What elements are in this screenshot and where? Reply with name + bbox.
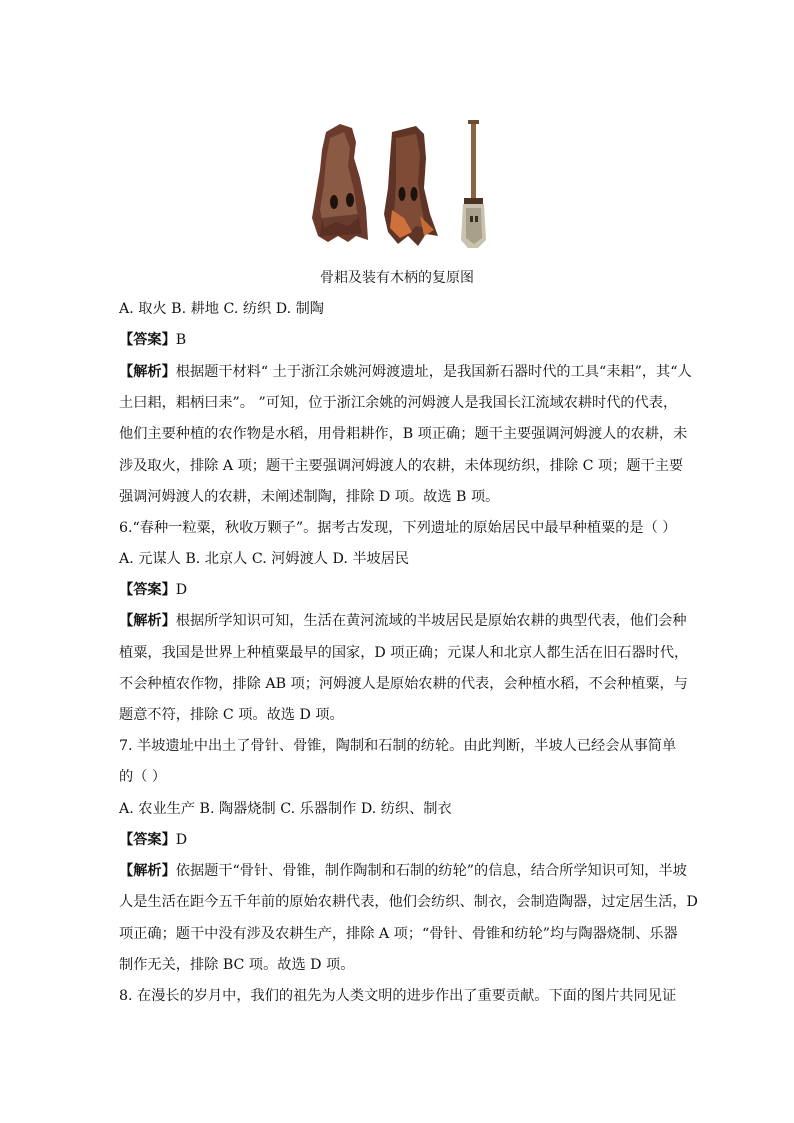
restored-spade-with-wooden-handle-image bbox=[461, 120, 486, 248]
q6-answer-label: 【答案】 bbox=[119, 582, 176, 598]
q5-analysis-line-5: 强调河姆渡人的农耕，未阐述制陶，排除 D 项。故选 B 项。 bbox=[119, 489, 500, 505]
q7-analysis-text-1: 依据题干“骨针、骨锥，制作陶制和石制的纺轮”的信息，结合所学知识可知，半坡 bbox=[175, 863, 687, 879]
q5-analysis-line-1 bbox=[119, 362, 692, 382]
q5-answer-label: 【答案】 bbox=[119, 332, 176, 348]
q6-question: 6.“春种一粒粟，秋收万颗子”。据考古发现，下列遗址的原始居民中最早种植粟的是（ ） bbox=[119, 520, 677, 536]
q7-answer bbox=[119, 830, 679, 850]
q7-answer-value: D bbox=[175, 832, 188, 848]
q7-question-line-2: 的（ ） bbox=[119, 769, 167, 785]
q6-analysis-label: 【解析】 bbox=[119, 613, 176, 629]
q5-options: A. 取火 B. 耕地 C. 纺织 D. 制陶 bbox=[119, 301, 324, 317]
q5-answer-value: B bbox=[175, 332, 187, 348]
q6-analysis-line-4: 题意不符，排除 C 项。故选 D 项。 bbox=[119, 707, 344, 723]
q7-analysis-line-3: 项正确；题干中没有涉及农耕生产，排除 A 项；“骨针、骨锥和纺轮”均与陶器烧制、乐器 bbox=[119, 926, 678, 942]
q7-question-line-1: 7. 半坡遗址中出土了骨针、骨锥，陶制和石制的纺轮。由此判断，半坡人已经会从事简单 bbox=[119, 738, 677, 754]
q7-options: A. 农业生产 B. 陶器烧制 C. 乐器制作 D. 纺织、制衣 bbox=[119, 801, 452, 817]
q5-analysis-line-3: 他们主要种植的农作物是水稻，用骨耜耕作，B 项正确；题干主要强调河姆渡人的农耕，未 bbox=[119, 426, 688, 442]
q5-analysis-label: 【解析】 bbox=[119, 364, 176, 380]
figure-caption: 骨耜及装有木柄的复原图 bbox=[320, 270, 474, 286]
q5-analysis-line-2: 土曰耜，耜柄曰耒”。 ”可知，位于浙江余姚的河姆渡人是我国长江流域农耕时代的代表， bbox=[119, 395, 678, 411]
q7-analysis-label: 【解析】 bbox=[119, 863, 176, 879]
bone-spade-middle-image bbox=[384, 126, 438, 246]
q7-analysis-line-4: 制作无关，排除 BC 项。故选 D 项。 bbox=[119, 957, 355, 973]
q5-answer bbox=[119, 330, 679, 350]
q7-answer-label: 【答案】 bbox=[119, 832, 176, 848]
q6-analysis-line-1 bbox=[119, 611, 687, 631]
q6-answer bbox=[119, 580, 679, 600]
q6-analysis-line-2: 植粟，我国是世界上种植粟最早的国家，D 项正确；元谋人和北京人都生活在旧石器时代， bbox=[119, 645, 689, 661]
q5-analysis-text-1: 根据题干材料“ 土于浙江余姚河姆渡遗址，是我国新石器时代的工具“耒耜”，其“人 bbox=[175, 364, 692, 380]
q6-answer-value: D bbox=[175, 582, 188, 598]
bone-spade-left-image bbox=[312, 124, 368, 242]
q7-analysis-line-1 bbox=[119, 861, 687, 881]
q8-question: 8. 在漫长的岁月中，我们的祖先为人类文明的进步作出了重要贡献。下面的图片共同见证 bbox=[119, 988, 677, 1004]
q6-options: A. 元谋人 B. 北京人 C. 河姆渡人 D. 半坡居民 bbox=[119, 551, 410, 567]
q7-analysis-line-2: 人是生活在距今五千年前的原始农耕代表，他们会纺织、制衣，会制造陶器，过定居生活，D bbox=[119, 894, 698, 910]
bone-spade-illustration bbox=[308, 118, 488, 254]
q5-analysis-line-4: 涉及取火，排除 A 项；题干主要强调河姆渡人的农耕，未体现纺织，排除 C 项；题干主要 bbox=[119, 458, 684, 474]
q6-analysis-line-3: 不会种植农作物，排除 AB 项；河姆渡人是原始农耕的代表，会种植水稻，不会种植粟，与 bbox=[119, 676, 688, 692]
q6-analysis-text-1: 根据所学知识可知，生活在黄河流域的半坡居民是原始农耕的典型代表，他们会种 bbox=[175, 613, 687, 629]
